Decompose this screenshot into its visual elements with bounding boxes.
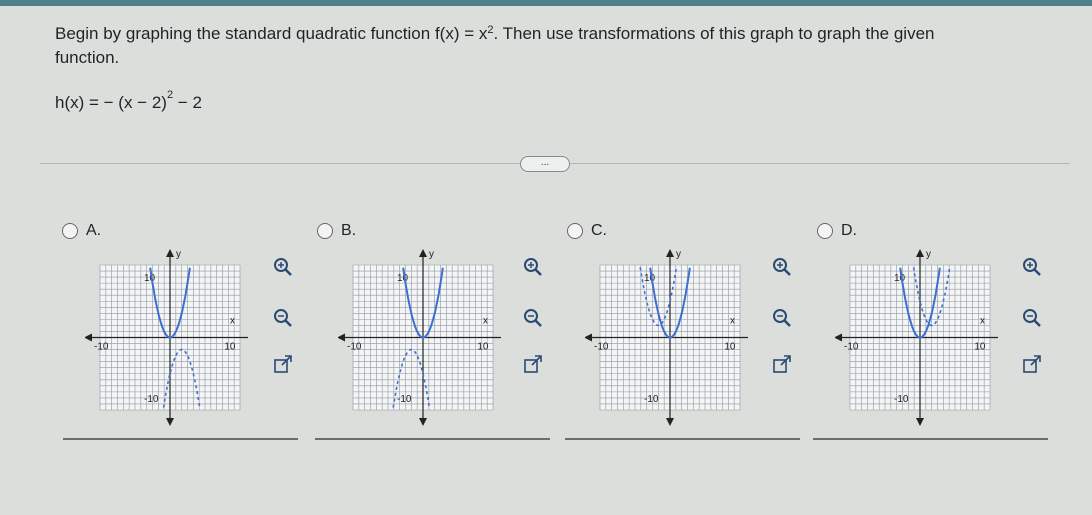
y-tick-10: 10 <box>144 273 156 285</box>
y-axis-arrow-up <box>166 249 174 257</box>
zoom-out-icon[interactable] <box>522 307 544 329</box>
question-text <box>55 22 1055 70</box>
zoom-in-icon[interactable] <box>771 256 793 278</box>
y-axis-label: y <box>676 249 681 260</box>
magnifier-handle <box>286 321 292 327</box>
option-b-label: B. <box>341 222 357 239</box>
given-function: h(x) = − $(x - 2)^2 - 2$ <box>55 89 202 112</box>
external-link-icon[interactable] <box>272 354 294 376</box>
option-c-underline <box>565 438 800 440</box>
magnifier-handle <box>1035 321 1041 327</box>
option-a[interactable] <box>62 222 101 240</box>
y-axis-arrow-up <box>666 249 674 257</box>
graph-a <box>85 245 275 435</box>
zoom-out-icon[interactable] <box>272 307 294 329</box>
y-axis-arrow-up <box>419 249 427 257</box>
y-axis-arrow-down <box>166 418 174 426</box>
y-axis-arrow-down <box>666 418 674 426</box>
zoom-out-icon-svg <box>1021 307 1043 329</box>
x-axis-label: x <box>980 315 985 327</box>
graph-c <box>585 245 775 435</box>
x-axis-arrow-left <box>835 334 842 342</box>
magnifier-handle <box>536 321 542 327</box>
y-tick-neg10: -10 <box>144 393 159 405</box>
y-axis-arrow-up <box>916 249 924 257</box>
option-d-underline <box>813 438 1048 440</box>
magnifier-handle <box>286 270 292 276</box>
option-a-label: A. <box>86 222 102 239</box>
graph-b-svg <box>338 245 528 435</box>
expand-button[interactable]: ... <box>520 156 570 172</box>
y-tick-neg10: -10 <box>894 393 909 405</box>
external-link-icon[interactable] <box>1021 354 1043 376</box>
y-tick-neg10: -10 <box>397 393 412 405</box>
y-axis-label: y <box>926 249 931 260</box>
y-axis-label: y <box>429 249 434 260</box>
y-axis-label: y <box>176 249 181 260</box>
x-tick-neg10: -10 <box>94 341 109 353</box>
x-axis-label: x <box>230 315 235 327</box>
y-tick-neg10: -10 <box>644 393 659 405</box>
x-tick-neg10: -10 <box>594 341 609 353</box>
external-link-icon-svg <box>272 354 294 376</box>
y-axis-arrow-down <box>916 418 924 426</box>
x-axis-arrow-left <box>338 334 345 342</box>
radio-a[interactable] <box>62 223 78 239</box>
top-bar <box>0 0 1092 6</box>
graph-c-svg <box>585 245 775 435</box>
zoom-in-icon-svg <box>1021 256 1043 278</box>
graph-d <box>835 245 1025 435</box>
y-tick-10: 10 <box>397 273 409 285</box>
x-axis-arrow-left <box>585 334 592 342</box>
option-d[interactable] <box>817 222 857 240</box>
magnifier-handle <box>785 321 791 327</box>
x-tick-10: 10 <box>224 341 236 353</box>
y-tick-10: 10 <box>894 273 906 285</box>
x-tick-neg10: -10 <box>347 341 362 353</box>
radio-b[interactable] <box>317 223 333 239</box>
magnifier-handle <box>536 270 542 276</box>
y-axis-arrow-down <box>419 418 427 426</box>
x-axis-label: x <box>483 315 488 327</box>
external-link-icon-svg <box>771 354 793 376</box>
x-tick-neg10: -10 <box>844 341 859 353</box>
zoom-in-icon[interactable] <box>1021 256 1043 278</box>
zoom-in-icon-svg <box>522 256 544 278</box>
x-axis-arrow-left <box>85 334 92 342</box>
external-link-icon-svg <box>522 354 544 376</box>
option-b[interactable] <box>317 222 356 240</box>
external-link-icon-svg <box>1021 354 1043 376</box>
x-axis-label: x <box>730 315 735 327</box>
magnifier-handle <box>785 270 791 276</box>
zoom-out-icon-svg <box>272 307 294 329</box>
option-c-label: C. <box>591 222 607 239</box>
option-a-underline <box>63 438 298 440</box>
zoom-in-icon[interactable] <box>272 256 294 278</box>
option-c[interactable] <box>567 222 607 240</box>
radio-d[interactable] <box>817 223 833 239</box>
external-link-icon[interactable] <box>522 354 544 376</box>
option-b-underline <box>315 438 550 440</box>
x-tick-10: 10 <box>974 341 986 353</box>
zoom-out-icon-svg <box>771 307 793 329</box>
zoom-out-icon[interactable] <box>771 307 793 329</box>
question-prefix: Begin by graphing the standard quadratic function <box>55 24 435 43</box>
x-tick-10: 10 <box>477 341 489 353</box>
x-tick-10: 10 <box>724 341 736 353</box>
zoom-out-icon[interactable] <box>1021 307 1043 329</box>
question-suffix: . Then use transformations of this graph to graph the given <box>493 24 935 43</box>
graph-b <box>338 245 528 435</box>
zoom-out-icon-svg <box>522 307 544 329</box>
zoom-in-icon-svg <box>272 256 294 278</box>
graph-d-svg <box>835 245 1025 435</box>
external-link-icon[interactable] <box>771 354 793 376</box>
y-tick-10: 10 <box>644 273 656 285</box>
question-line2: function. <box>55 48 120 67</box>
zoom-in-icon-svg <box>771 256 793 278</box>
radio-c[interactable] <box>567 223 583 239</box>
option-d-label: D. <box>841 222 857 239</box>
standard-function: $f(x) = x^2$ <box>434 24 494 43</box>
graph-a-svg <box>85 245 275 435</box>
zoom-in-icon[interactable] <box>522 256 544 278</box>
magnifier-handle <box>1035 270 1041 276</box>
